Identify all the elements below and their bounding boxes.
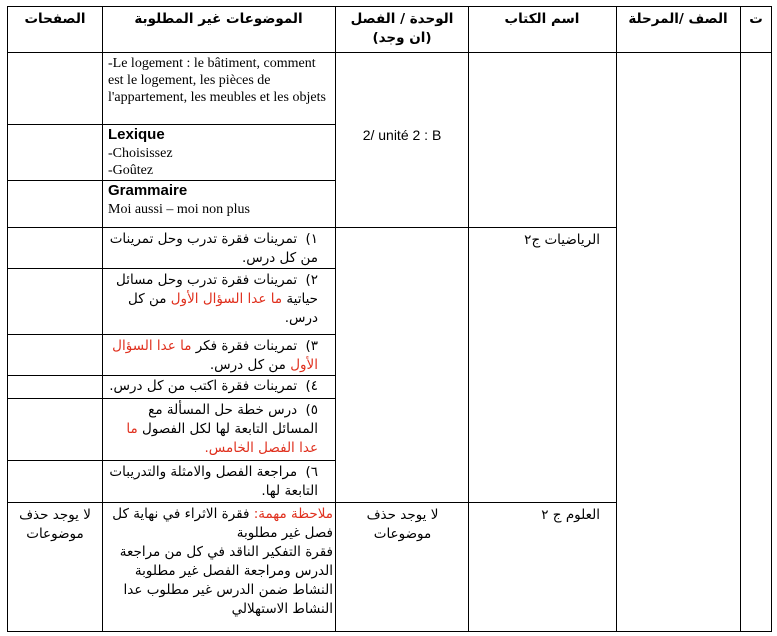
item-exception: ما عدا السؤال الأول xyxy=(170,291,283,307)
item-number: ٢) xyxy=(305,272,318,288)
grammaire-text: Moi aussi – moi non plus xyxy=(108,202,250,217)
science-pages: لا يوجد حذف موضوعات xyxy=(19,507,91,542)
item-text: تمرينات فقرة تدرب وحل تمرينات من كل درس. xyxy=(109,231,318,266)
grid-line xyxy=(468,6,469,632)
grid-line xyxy=(102,6,103,632)
item-number: ١) xyxy=(305,231,318,247)
grid-line xyxy=(7,375,336,376)
grid-line xyxy=(7,180,336,181)
header-grade: الصف /المرحلة xyxy=(628,11,728,27)
item-text: تمرينات فقرة فكر xyxy=(195,338,298,354)
note-text: فقرة الاثراء في نهاية كل فصل غير مطلوبة xyxy=(112,506,333,541)
item-exception: ما عدا السؤال الأول xyxy=(112,338,318,373)
note-label: ملاحظة مهمة: xyxy=(253,506,333,522)
grid-line xyxy=(616,6,617,632)
lexique-item: -Goûtez xyxy=(108,163,154,178)
grid-line xyxy=(7,631,772,632)
logement-text: -Le logement : le bâtiment, comment est le logement, les pièces de l'appartement, les meubles et les objets xyxy=(108,56,326,105)
math-item-4 xyxy=(108,377,318,396)
math-item-2 xyxy=(108,271,318,328)
grid-line xyxy=(7,124,336,125)
math-item-3 xyxy=(108,337,318,375)
header-book: اسم الكتاب xyxy=(504,11,580,27)
grid-line xyxy=(7,268,336,269)
science-note xyxy=(108,505,333,543)
grid-line xyxy=(7,334,336,335)
header-index: ت xyxy=(749,11,763,27)
grid-line xyxy=(740,6,741,632)
french-unit: 2/ unité 2 : B xyxy=(362,127,442,143)
item-exception: ما عدا الفصل الخامس. xyxy=(126,421,318,456)
item-text: درس خطة حل المسألة مع المسائل التابعة لها لكل الفصول xyxy=(142,402,318,437)
science-book: العلوم ج ٢ xyxy=(541,507,600,523)
header-unit: الوحدة / الفصل (ان وجد) xyxy=(350,11,454,46)
science-unit: لا يوجد حذف موضوعات xyxy=(366,507,439,542)
grid-line xyxy=(7,502,617,503)
grid-line xyxy=(7,227,617,228)
lexique-title: Lexique xyxy=(108,126,165,143)
math-item-5 xyxy=(108,401,318,458)
grid-line xyxy=(7,398,336,399)
header-topics: الموضوعات غير المطلوبة xyxy=(134,11,303,27)
item-text-after: من كل درس. xyxy=(128,291,318,326)
item-number: ٤) xyxy=(305,378,318,394)
grid-line xyxy=(771,6,772,632)
lexique-item: -Choisissez xyxy=(108,146,173,161)
science-note-lines: فقرة التفكير الناقد في كل من مراجعة الدرس ومراجعة الفصل غير مطلوبة النشاط ضمن الدرس غير مطلوب عدا النشاط الاستهلالي xyxy=(119,544,333,617)
grid-line xyxy=(7,6,772,7)
grid-line xyxy=(7,460,336,461)
header-pages: الصفحات xyxy=(24,11,86,27)
item-text: تمرينات فقرة اكتب من كل درس. xyxy=(109,378,298,394)
grid-line xyxy=(335,6,336,632)
grammaire-title: Grammaire xyxy=(108,182,188,199)
item-number: ٦) xyxy=(305,464,318,480)
item-number: ٣) xyxy=(305,338,318,354)
grid-line xyxy=(7,52,772,53)
item-text: مراجعة الفصل والامثلة والتدريبات التابعة لها. xyxy=(109,464,318,499)
math-book: الرياضيات ج٢ xyxy=(524,232,600,248)
math-item-6 xyxy=(108,463,318,501)
math-item-1 xyxy=(108,230,318,268)
item-text: تمرينات فقرة تدرب وحل مسائل حياتية xyxy=(115,272,318,307)
grid-line xyxy=(7,6,8,632)
item-number: ٥) xyxy=(305,402,318,418)
item-text-after: من كل درس. xyxy=(209,357,286,373)
